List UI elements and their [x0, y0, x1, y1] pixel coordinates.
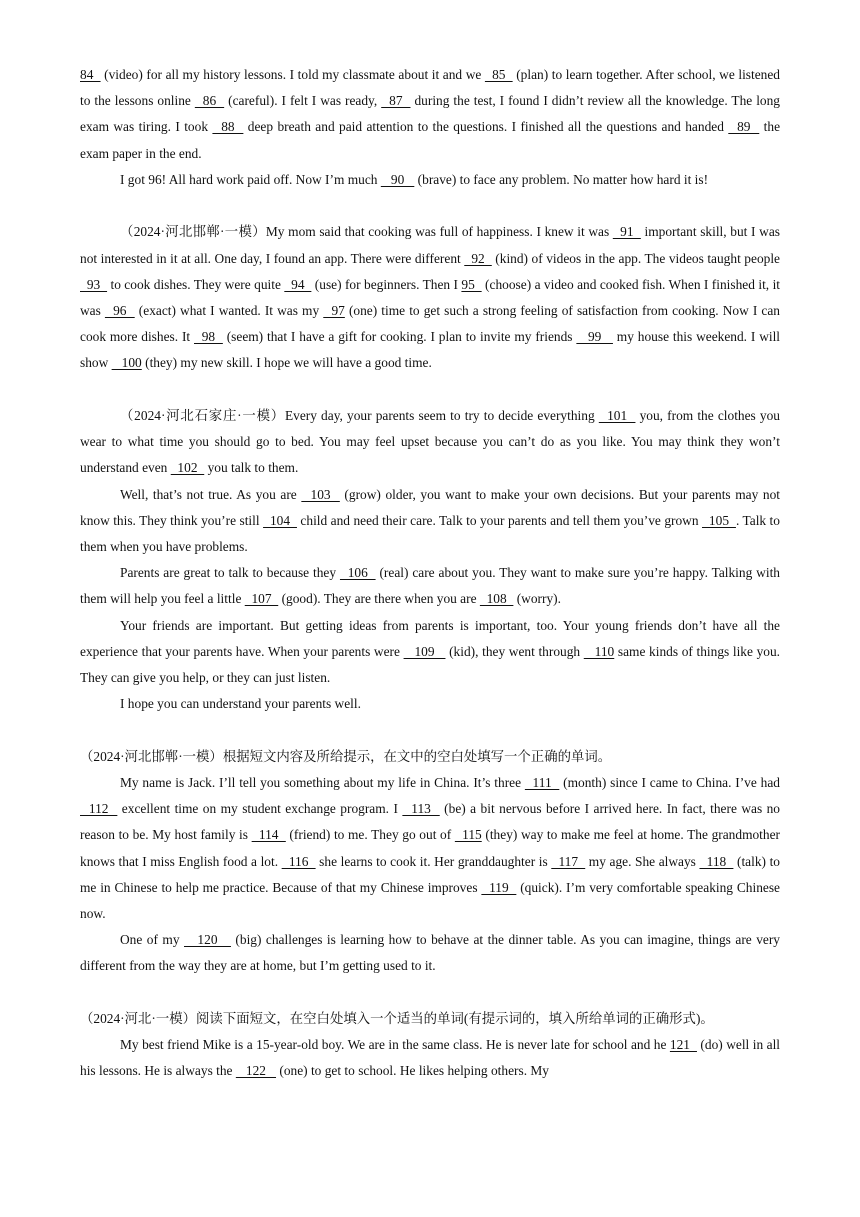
paragraph-text: My best friend Mike is a 15-year-old boy. We are in the same class. He is never late for school and he	[120, 1037, 670, 1053]
paragraph-text: (friend) to me. They go out of	[285, 827, 455, 843]
blank-field[interactable]: 97	[323, 303, 345, 319]
blank-field[interactable]: 116	[281, 853, 316, 869]
paragraph-text: (choose) a video and cooked fish. When I finished it, it was	[80, 276, 781, 319]
paragraph	[80, 927, 780, 979]
passage-gap	[80, 193, 780, 219]
paragraph	[80, 1006, 780, 1032]
passage-p2	[80, 219, 780, 376]
blank-field[interactable]: 102	[170, 460, 205, 476]
blank-field[interactable]: 87	[381, 93, 411, 109]
passage-p1	[80, 62, 780, 193]
blank-field[interactable]: 94	[284, 276, 312, 292]
passage-gap	[80, 377, 780, 403]
paragraph-text: my house this weekend. I will show	[80, 329, 781, 371]
blank-field[interactable]: 108	[479, 591, 514, 607]
blank-field[interactable]: 91	[612, 224, 641, 240]
paragraph-text: during the test, I found I didn’t review all the knowledge. The long exam was tiring. I took	[80, 93, 781, 135]
paragraph-text: I hope you can understand your parents well.	[120, 696, 361, 712]
paragraph-text: (good). They are there when you are	[278, 591, 480, 607]
blank-field[interactable]: 107	[244, 591, 279, 607]
paragraph-text: (video) for all my history lessons. I told my classmate about it and we	[100, 67, 485, 82]
blank-field[interactable]: 122	[235, 1063, 277, 1079]
paragraph-text: excellent time on my student exchange program. I	[117, 801, 403, 817]
blank-field[interactable]: 110	[583, 643, 615, 659]
blank-field[interactable]: 106	[339, 565, 376, 581]
paragraph	[80, 403, 780, 482]
paragraph	[80, 1032, 780, 1084]
paragraph-text: she learns to cook it. Her granddaughter is	[315, 853, 552, 869]
blank-field[interactable]: 121	[669, 1037, 697, 1053]
blank-field[interactable]: 115	[454, 827, 482, 843]
paragraph-text: (one) to get to school. He likes helping others. My	[276, 1063, 549, 1079]
paragraph-text: the exam paper in the end.	[80, 119, 781, 161]
paragraph-text: （2024·河北石家庄·一模）Every day, your parents seem to try to decide everything	[120, 408, 599, 424]
blank-field[interactable]: 114	[251, 827, 286, 843]
paragraph-text: (they) way to make me feel at home. The grandmother knows that I miss English food a lot.	[80, 827, 781, 869]
blank-field[interactable]: 119	[481, 879, 517, 895]
paragraph-text: Parents are great to talk to because they	[120, 565, 340, 581]
paragraph-text: (seem) that I have a gift for cooking. I plan to invite my friends	[222, 329, 577, 345]
blank-field[interactable]: 93	[80, 276, 108, 292]
paragraph-text: （2024·河北·一模）阅读下面短文，在空白处填入一个适当的单词(有提示词的，填入所给单词的正确形式)。	[80, 1011, 714, 1027]
paragraph-text: (month) since I came to China. I’ve had	[559, 775, 780, 791]
passage-p3	[80, 403, 780, 717]
paragraph-text: to cook dishes. They were quite	[107, 276, 285, 292]
paragraph-text: (brave) to face any problem. No matter how hard it is!	[414, 171, 709, 187]
paragraph	[80, 744, 780, 770]
paragraph-text: you talk to them.	[204, 460, 299, 476]
paragraph-text: (plan) to learn together. After school, we listened to the lessons online	[80, 67, 780, 109]
paragraph-text: (do) well in all his lessons. He is always the	[80, 1037, 781, 1079]
blank-field[interactable]: 90	[380, 171, 415, 187]
blank-field[interactable]: 88	[212, 119, 244, 135]
paragraph-text: Well, that’s not true. As you are	[120, 486, 302, 502]
blank-field[interactable]: 112	[80, 801, 118, 817]
blank-field[interactable]: 111	[524, 775, 560, 791]
paragraph	[80, 219, 780, 376]
paragraph-text: My name is Jack. I’ll tell you something about my life in China. It’s three	[120, 775, 525, 791]
blank-field[interactable]: 109	[403, 643, 446, 659]
paragraph-text: (quick). I’m very comfortable speaking Chinese now.	[80, 879, 780, 922]
document-page	[80, 62, 780, 1085]
blank-field[interactable]: 95	[461, 276, 482, 292]
paragraph-text: (big) challenges is learning how to behave at the dinner table. As you can imagine, things are very different from the way they are at home, but I’m getting used to it.	[80, 932, 780, 974]
paragraph-text: . Talk to them when you have problems.	[80, 512, 780, 555]
blank-field[interactable]: 89	[728, 119, 760, 135]
paragraph-text: (kind) of videos in the app. The videos taught people	[491, 250, 781, 266]
passage-p5	[80, 1006, 780, 1085]
blank-field[interactable]: 98	[194, 329, 223, 345]
blank-field[interactable]: 118	[699, 853, 734, 869]
blank-field[interactable]: 104	[263, 512, 297, 528]
paragraph-text: Your friends are important. But getting ideas from parents is important, too. Your young friends don’t have all the experience that your parents have. When your parents were	[80, 617, 780, 659]
blank-field[interactable]: 105	[702, 512, 736, 528]
blank-field[interactable]: 99	[576, 329, 613, 345]
blank-field[interactable]: 92	[464, 250, 492, 266]
blank-field[interactable]: 120	[184, 932, 231, 948]
paragraph-text: (one) time to get such a strong feeling of satisfaction from cooking. Now I can cook more dishes. It	[80, 303, 780, 345]
passage-p4	[80, 744, 780, 980]
blank-field[interactable]: 85	[484, 67, 513, 82]
paragraph-text: (kid), they went through	[445, 643, 584, 659]
blank-field[interactable]: 101	[598, 408, 636, 424]
paragraph-text: you, from the clothes you wear to what time you should go to bed. You may feel upset because you can’t do as you like. You may think they won’t understand even	[80, 408, 780, 476]
paragraph	[80, 770, 780, 927]
paragraph	[80, 691, 780, 717]
blank-field[interactable]: 84	[80, 67, 101, 82]
paragraph-text: I got 96! All hard work paid off. Now I’m much	[120, 171, 381, 187]
paragraph	[80, 613, 780, 692]
blank-field[interactable]: 86	[194, 93, 225, 109]
paragraph-text: (talk) to me in Chinese to help me practice. Because of that my Chinese improves	[80, 853, 780, 895]
paragraph-text: (careful). I felt I was ready,	[224, 93, 382, 109]
paragraph-text: (be) a bit nervous before I arrived here. In fact, there was no reason to be. My host family is	[80, 801, 781, 843]
paragraph	[80, 560, 780, 612]
passage-gap	[80, 980, 780, 1006]
paragraph	[80, 62, 780, 167]
blank-field[interactable]: 103	[301, 486, 340, 502]
blank-field[interactable]: 100	[111, 355, 142, 371]
paragraph-text: (grow) older, you want to make your own decisions. But your parents may not know this. They think you’re still	[80, 486, 780, 528]
blank-field[interactable]: 96	[104, 303, 135, 319]
paragraph-text: （2024·河北邯郸·一模）根据短文内容及所给提示，在文中的空白处填写一个正确的单词。	[80, 748, 612, 764]
paragraph-text: child and need their care. Talk to your parents and tell them you’ve grown	[296, 512, 703, 528]
paragraph-text: important skill, but I was not interested in it at all. One day, I found an app. There were different	[80, 224, 780, 266]
paragraph-text: (worry).	[513, 591, 561, 607]
paragraph-text: my age. She always	[585, 853, 700, 869]
paragraph-text: deep breath and paid attention to the questions. I finished all the questions and handed	[243, 119, 729, 135]
paragraph-text: same kinds of things like you. They can give you help, or they can just listen.	[80, 643, 781, 686]
paragraph	[80, 167, 780, 193]
paragraph-text: (real) care about you. They want to make sure you’re happy. Talking with them will help you feel a little	[80, 565, 780, 607]
blank-field[interactable]: 113	[402, 801, 440, 817]
paragraph-text: (they) my new skill. I hope we will have a good time.	[141, 355, 432, 371]
paragraph	[80, 482, 780, 561]
paragraph-text: (exact) what I wanted. It was my	[134, 303, 324, 319]
passage-gap	[80, 717, 780, 743]
paragraph-text: （2024·河北邯郸·一模）My mom said that cooking was full of happiness. I knew it was	[120, 224, 613, 240]
paragraph-text: One of my	[120, 932, 184, 948]
paragraph-text: (use) for beginners. Then I	[311, 276, 462, 292]
blank-field[interactable]: 117	[551, 853, 586, 869]
